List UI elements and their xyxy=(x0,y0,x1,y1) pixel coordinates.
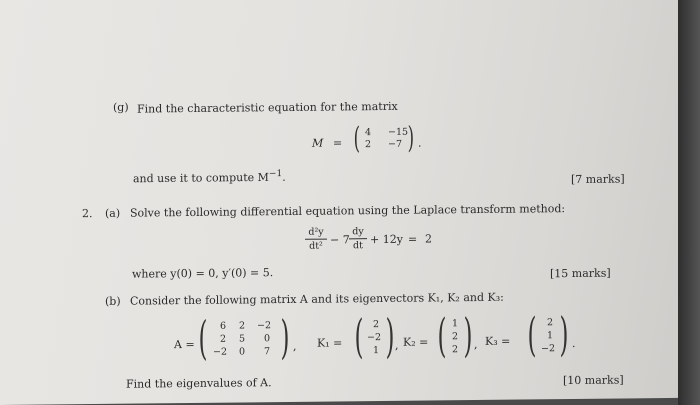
q2-number: 2. xyxy=(82,207,93,221)
q1-follow-up-text: and use it to compute M xyxy=(133,170,269,186)
q2b-label: (b) xyxy=(105,294,121,308)
fraction-numerator: d²y xyxy=(308,226,324,238)
fraction-numerator: dy xyxy=(352,226,364,238)
matrix-a-cell: −2 xyxy=(257,320,272,332)
fraction-d2y-dt2 xyxy=(305,227,327,252)
matrix-a xyxy=(210,320,282,359)
q2b-prompt: Consider the following matrix A and its eigenvectors K₁, K₂ and K₃: xyxy=(130,290,504,308)
vector-k2-entry: 2 xyxy=(452,344,459,356)
q2b-final: Find the eigenvalues of A. xyxy=(126,376,272,391)
matrix-a-cell: −2 xyxy=(213,346,228,358)
matrix-a-cell: 0 xyxy=(264,333,271,345)
matrix-m-name: M xyxy=(312,136,324,150)
matrix-m-cell: 2 xyxy=(365,139,372,151)
k3-period: . xyxy=(572,336,576,351)
eq-plus-12y: + 12y xyxy=(370,232,403,247)
q1-marks: [7 marks] xyxy=(571,172,625,187)
q2a-marks: [15 marks] xyxy=(550,266,611,281)
vector-k2-entry: 2 xyxy=(452,331,459,343)
vector-k3-entry: −2 xyxy=(541,343,556,355)
matrix-m-equals: = xyxy=(333,136,343,150)
left-paren: ( xyxy=(353,121,361,157)
matrix-a-cell: 2 xyxy=(239,320,246,332)
inverse-superscript: −1 xyxy=(268,169,283,180)
page-edge-shadow xyxy=(678,0,700,405)
matrix-a-cell: 7 xyxy=(264,346,271,358)
q2a-label: (a) xyxy=(105,206,121,220)
matrix-m-cell: −7 xyxy=(388,138,403,150)
k1-name: K₁ = xyxy=(317,336,343,350)
right-paren: ) xyxy=(385,308,395,363)
right-paren: ) xyxy=(280,309,290,365)
vector-k3-entry: 2 xyxy=(547,317,554,329)
matrix-a-comma: , xyxy=(293,339,297,353)
vector-k1-entry: −2 xyxy=(367,332,382,344)
k2-comma: , xyxy=(474,337,478,352)
fraction-denominator: dt² xyxy=(309,240,323,252)
k1-comma: , xyxy=(395,338,399,352)
q2b-marks: [10 marks] xyxy=(563,373,624,388)
q1-label: (g) xyxy=(113,100,129,114)
matrix-m-period: . xyxy=(418,136,422,150)
q1-follow-up xyxy=(133,169,286,185)
k2-name: K₂ = xyxy=(403,335,429,349)
left-paren: ( xyxy=(527,307,537,362)
eq-equals: = xyxy=(408,232,418,246)
matrix-a-cell: 6 xyxy=(220,320,227,332)
eq-rhs: 2 xyxy=(425,232,432,246)
right-paren: ) xyxy=(407,120,415,156)
vector-k1-entry: 1 xyxy=(373,345,380,357)
left-paren: ( xyxy=(437,308,447,363)
fraction-denominator: dt xyxy=(353,240,363,252)
matrix-m-cell: 4 xyxy=(365,127,372,139)
matrix-a-cell: 2 xyxy=(220,333,227,345)
left-paren: ( xyxy=(198,310,208,365)
q2a-prompt: Solve the following differential equation using the Laplace transform method: xyxy=(130,202,566,220)
vector-k3 xyxy=(539,317,559,355)
vector-k3-entry: 1 xyxy=(547,330,554,342)
fraction-dy-dt xyxy=(349,226,367,251)
q1-prompt: Find the characteristic equation for the matrix xyxy=(137,99,398,116)
vector-k2-entry: 1 xyxy=(452,318,459,330)
q1-period: . xyxy=(282,170,286,184)
vector-k1 xyxy=(366,319,386,357)
matrix-a-name: A = xyxy=(174,337,195,352)
vector-k1-entry: 2 xyxy=(373,319,380,331)
right-paren: ) xyxy=(559,307,569,362)
left-paren: ( xyxy=(354,309,364,364)
right-paren: ) xyxy=(463,308,473,363)
matrix-a-cell: 5 xyxy=(239,333,246,345)
initial-conditions: where y(0) = 0, y′(0) = 5. xyxy=(132,266,274,281)
matrix-m-cell: −15 xyxy=(388,126,409,138)
eq-minus-7: − 7 xyxy=(330,233,350,247)
matrix-a-cell: 0 xyxy=(239,346,246,358)
k3-name: K₃ = xyxy=(485,334,511,348)
